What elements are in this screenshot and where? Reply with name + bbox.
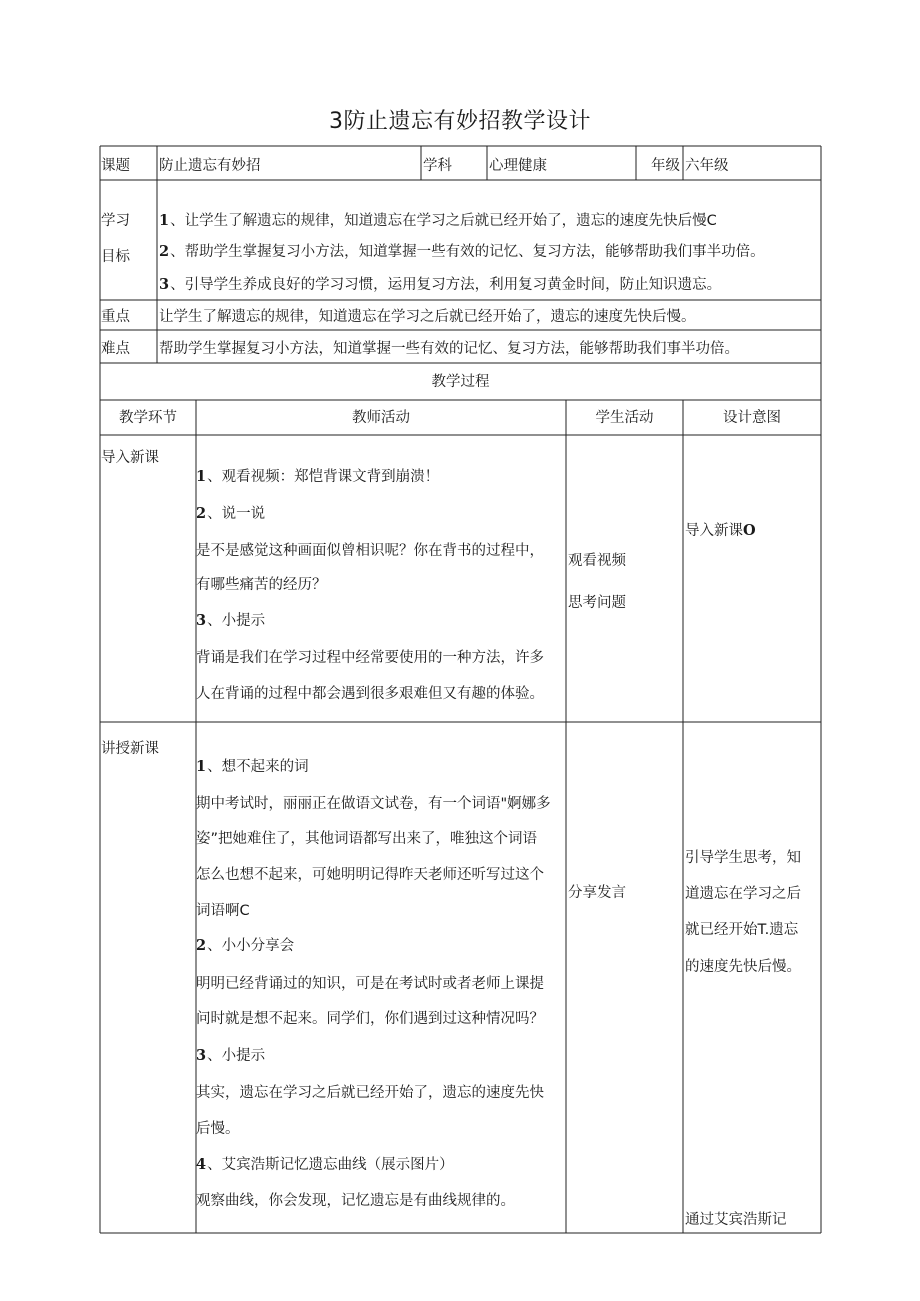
design-intent-line: 通过艾宾浩斯记 bbox=[685, 1212, 787, 1228]
teacher-line: 4、艾宾浩斯记忆遗忘曲线（展示图片） bbox=[196, 1156, 454, 1173]
teacher-line: 2、小小分享会 bbox=[196, 937, 295, 954]
teacher-line: 后慢。 bbox=[196, 1121, 240, 1137]
objective-item: 3、引导学生养成良好的学习习惯，运用复习方法，利用复习黄金时间，防止知识遗忘。 bbox=[159, 276, 722, 293]
teacher-line: 背诵是我们在学习过程中经常要使用的一种方法，许多 bbox=[196, 650, 544, 666]
teacher-line: 问时就是想不起来。同学们，你们遇到过这种情况吗？ bbox=[196, 1011, 544, 1027]
teacher-line: 有哪些痛苦的经历？ bbox=[196, 577, 327, 593]
objective-item: 2、帮助学生掌握复习小方法，知道掌握一些有效的记忆、复习方法，能够帮助我们事半功倍。 bbox=[159, 243, 765, 260]
teacher-line: 词语啊C bbox=[196, 903, 250, 919]
key-point-label: 重点 bbox=[101, 309, 130, 325]
teacher-line: 观察曲线，你会发现，记忆遗忘是有曲线规律的。 bbox=[196, 1193, 515, 1209]
design-intent-line: 道遗忘在学习之后 bbox=[685, 886, 801, 902]
teacher-line: 人在背诵的过程中都会遇到很多艰难但又有趣的体验。 bbox=[196, 686, 544, 702]
grade-value: 六年级 bbox=[685, 158, 729, 174]
student-activity: 观看视频 bbox=[568, 553, 626, 569]
lesson-value: 防止遗忘有妙招 bbox=[159, 158, 261, 174]
teacher-line: 是不是感觉这种画面似曾相识呢？你在背书的过程中， bbox=[196, 543, 544, 559]
difficulty-label: 难点 bbox=[101, 341, 130, 357]
student-activity: 分享发言 bbox=[568, 885, 626, 901]
header-intent: 设计意图 bbox=[723, 410, 781, 426]
teacher-line: 怎么也想不起来，可她明明记得昨天老师还听写过这个 bbox=[196, 867, 544, 883]
process-title: 教学过程 bbox=[431, 374, 490, 390]
subject-label: 学科 bbox=[423, 158, 452, 174]
teacher-line: 期中考试时，丽丽正在做语文试卷，有一个词语"婀娜多 bbox=[196, 796, 551, 812]
teacher-line: 2、说一说 bbox=[196, 505, 266, 522]
objective-item: 1、让学生了解遗忘的规律，知道遗忘在学习之后就已经开始了，遗忘的速度先快后慢C bbox=[159, 212, 717, 229]
teacher-line: 姿”把她难住了，其他词语都写出来了，唯独这个词语 bbox=[196, 831, 538, 847]
lesson-label: 课题 bbox=[101, 158, 130, 174]
teacher-line: 3、小提示 bbox=[196, 612, 266, 629]
teacher-line: 其实，遗忘在学习之后就已经开始了，遗忘的速度先快 bbox=[196, 1085, 544, 1101]
design-intent-line: 引导学生思考，知 bbox=[685, 850, 801, 866]
header-student: 学生活动 bbox=[595, 410, 654, 426]
objectives-label-line2: 目标 bbox=[101, 249, 130, 265]
objectives-label-line1: 学习 bbox=[101, 213, 130, 229]
teacher-line: 3、小提示 bbox=[196, 1047, 266, 1064]
teacher-line: 明明已经背诵过的知识，可是在考试时或者老师上课提 bbox=[196, 976, 544, 992]
stage-lecture: 讲授新课 bbox=[101, 741, 159, 757]
teacher-line: 1、观看视频：郑恺背课文背到崩溃！ bbox=[196, 468, 440, 485]
document-title: 3防止遗忘有妙招教学设计 bbox=[329, 109, 591, 134]
header-stage: 教学环节 bbox=[119, 410, 177, 426]
student-activity: 思考问题 bbox=[568, 595, 626, 611]
subject-value: 心理健康 bbox=[489, 158, 547, 174]
design-intent-line: 就已经开始T.遗忘 bbox=[685, 922, 799, 938]
grade-label: 年级 bbox=[651, 158, 680, 174]
teacher-line: 1、想不起来的词 bbox=[196, 758, 309, 775]
design-intent: 导入新课O bbox=[685, 522, 756, 539]
difficulty-text: 帮助学生掌握复习小方法，知道掌握一些有效的记忆、复习方法，能够帮助我们事半功倍。 bbox=[159, 341, 739, 357]
key-point-text: 让学生了解遗忘的规律，知道遗忘在学习之后就已经开始了，遗忘的速度先快后慢。 bbox=[159, 309, 696, 325]
header-teacher: 教师活动 bbox=[352, 410, 410, 426]
design-intent-line: 的速度先快后慢。 bbox=[685, 959, 801, 975]
stage-intro: 导入新课 bbox=[101, 450, 159, 466]
